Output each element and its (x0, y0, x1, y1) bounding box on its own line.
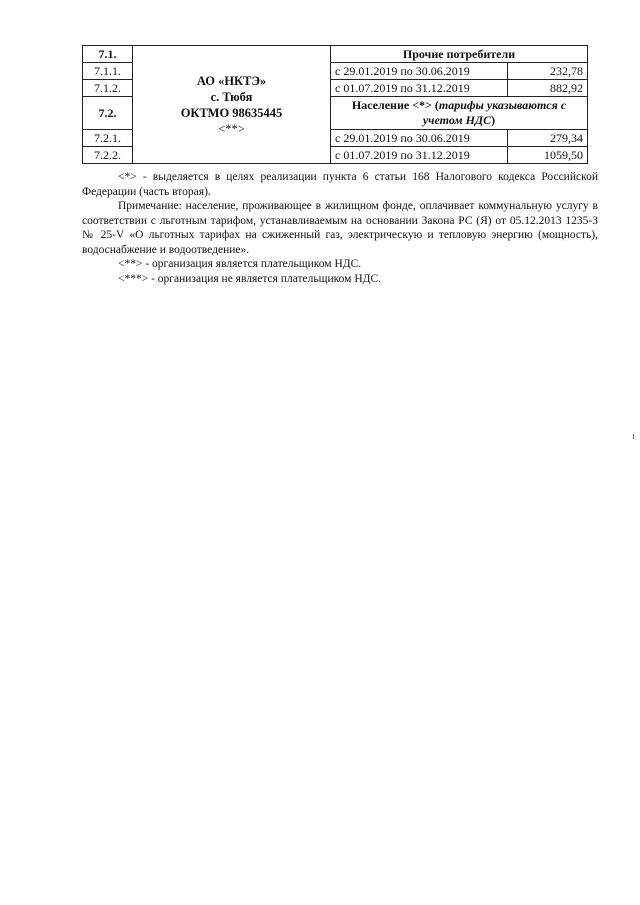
footnote-not-vat-payer: <***> - организация не является плательщиком НДС. (118, 272, 382, 285)
footnote-vat-allocation: <*> - выделяется в целях реализации пункта 6 статьи 168 Налогового кодекса Российской Федерации (часть вторая). (82, 171, 598, 198)
period-cell: с 29.01.2019 по 30.06.2019 (331, 63, 508, 80)
price-cell: 232,78 (508, 63, 588, 80)
organization-cell (133, 46, 331, 164)
footnote-vat-payer: <**> - организация является плательщиком НДС. (118, 258, 362, 270)
price-cell: 279,34 (508, 130, 588, 147)
organization-name: АО «НКТЭ» (196, 73, 267, 88)
price-cell: 1059,50 (508, 147, 588, 164)
table-row (83, 46, 588, 63)
row-number: 7.2. (83, 97, 133, 130)
row-number: 7.1.1. (83, 63, 133, 80)
tariff-table (82, 45, 588, 164)
organization-oktmo: ОКТМО 98635445 (180, 105, 283, 120)
row-number: 7.1. (83, 46, 133, 63)
remark-paragraph: Примечание: население, проживающее в жилищном фонде, оплачивает коммунальную услугу в соответствии с льготным тарифом, устанавливаемым на основании Закона РС (Я) от 05.12.2013 1235-З № 25-V «О льготных тарифах на сжиженный газ, электрическую и тепловую энергию (мощность), водоснабжение и водоотведение». (82, 200, 598, 256)
period-cell: с 01.07.2019 по 31.12.2019 (331, 80, 508, 97)
row-number: 7.1.2. (83, 80, 133, 97)
section-heading-text: Население <*> ( (351, 98, 439, 112)
row-number: 7.2.2. (83, 147, 133, 164)
price-cell: 882,92 (508, 80, 588, 97)
scan-mark (633, 434, 634, 439)
row-number: 7.2.1. (83, 130, 133, 147)
notes-block (82, 170, 598, 286)
organization-place: с. Тюбя (210, 89, 253, 104)
section-heading-end: ) (491, 113, 496, 127)
period-cell: с 01.07.2019 по 31.12.2019 (331, 147, 508, 164)
period-cell: с 29.01.2019 по 30.06.2019 (331, 130, 508, 147)
section-heading-population (331, 97, 588, 130)
organization-vat-note: <**> (218, 121, 245, 136)
section-heading-other-consumers: Прочие потребители (331, 46, 588, 63)
section-heading-italic: тарифы указываются с учетом НДС (422, 98, 567, 127)
